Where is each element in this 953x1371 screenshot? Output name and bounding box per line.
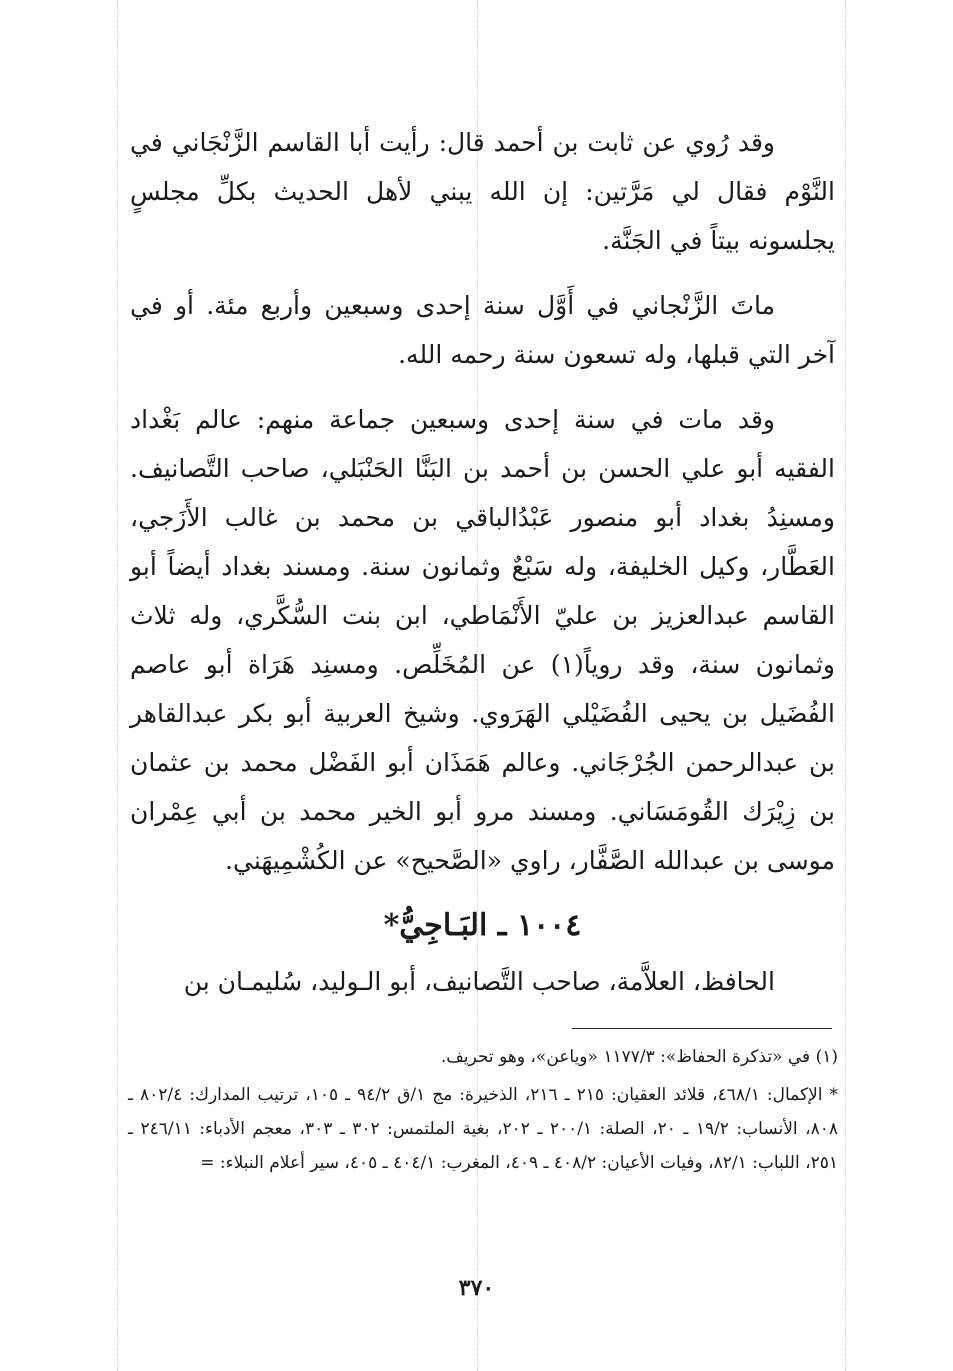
paragraph-entry-start: الحافظ، العلاَّمة، صاحب التَّصانيف، أبو الـوليد، سُليمـان بن — [183, 967, 775, 996]
paragraph-dream-narration: وقد رُوي عن ثابت بن أحمد قال: رأيت أبا القاسم الزَّنْجَاني في النَّوْم فقال لي مَرَّتين: إن الله يبني لأهل الحديث بكلِّ مجلسٍ يجلسونه بيتاً في الجَنَّة. — [130, 128, 835, 255]
page-number: ٣٧٠ — [458, 1275, 495, 1301]
paragraph-death-date: ماتَ الزَّنْجاني في أَوَّل سنة إحدى وسبعين وأربع مئة. أو في آخر التي قبلها، وله تسعون سنة رحمه الله. — [130, 291, 835, 369]
footnote-separator — [572, 1028, 832, 1029]
page-body — [130, 118, 835, 1022]
paragraph-deaths-list: وقد مات في سنة إحدى وسبعين جماعة منهم: عالم بَغْداد الفقيه أبو علي الحسن بن أحمد بن البَنَّا الحَنْبَلي، صاحب التَّصانيف. ومسنِدُ بغداد أبو منصور عَبْدُالباقي بن محمد بن غالب الأَزَجي، العَطَّار، وكيل الخليفة، وله سَبْعٌ وثمانون سنة. ومسند بغداد أيضاً أبو القاسم عبدالعزيز بن عليّ الأَنْمَاطي، ابن بنت السُّكَّري، وله ثلاث وثمانون سنة، وقد روياً(١) عن المُخَلِّص. ومسنِد هَرَاة أبو عاصم الفُضَيل بن يحيى الفُضَيْلي الهَرَوي. وشيخ العربية أبو بكر عبدالقاهر بن عبدالرحمن الجُرْجَاني. وعالم هَمَذَان أبو الفَضْل محمد بن عثمان بن زِيْرَك القُومَسَاني. ومسند مرو أبو الخير محمد بن أبي عِمْران موسى بن عبدالله الصَّفَّار، راوي «الصَّحيح» عن الكُشْمِيهَني. — [130, 405, 836, 875]
scan-guide-line — [117, 0, 118, 1371]
footnote-sources: * الإكمال: ٤٦٨/١، قلائد العقيان: ٢١٥ ـ ٢١٦، الذخيرة: مج ١/ق ٩٤/٢ ـ ١٠٥، ترتيب المدارك: ٨٠٢/٤ ـ ٨٠٨، الأنساب: ١٩/٢ ـ ٢٠، الصلة: ٢٠٠/١ ـ ٢٠٢، بغية الملتمس: ٣٠٢ ـ ٣٠٣، معجم الأدباء: ٢٤٦/١١ ـ ٢٥١، اللباب: ٨٢/١، وفيات الأعيان: ٤٠٨/٢ ـ ٤٠٩، المغرب: ٤٠٤/١ ـ ٤٠٥، سير أعلام النبلاء: = — [128, 1085, 838, 1173]
footnote-1: (١) في «تذكرة الحفاظ»: ١١٧٧/٣ «وياعن»، وهو تحريف. — [440, 1047, 838, 1067]
entry-heading: ١٠٠٤ ـ البَـاجِيُّ* — [383, 908, 582, 943]
footnotes — [128, 1040, 838, 1180]
scan-guide-line — [845, 0, 846, 1371]
